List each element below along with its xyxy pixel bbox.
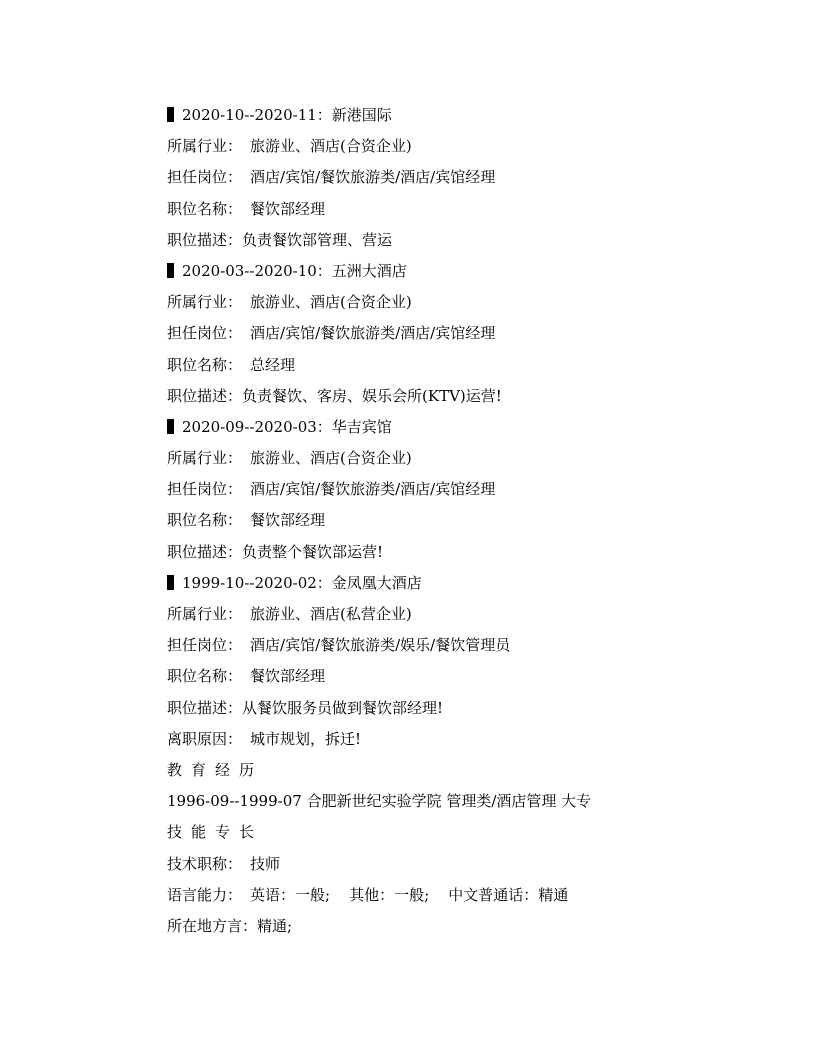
job-position — [167, 318, 767, 349]
field-value: 总经理 — [250, 355, 296, 374]
bullet-marker — [167, 263, 174, 278]
field-value: 城市规划，拆迁! — [250, 729, 362, 748]
field-value: 酒店/宾馆/餐饮旅游类/酒店/宾馆经理 — [250, 168, 496, 187]
field-value: 旅游业、酒店(合资企业) — [250, 449, 412, 468]
job-title — [167, 350, 767, 381]
field-value: 酒店/宾馆/餐饮旅游类/酒店/宾馆经理 — [250, 324, 496, 343]
field-value: 英语：一般; 其他：一般; 中文普通话：精通 — [250, 885, 569, 904]
job-header — [167, 256, 767, 287]
field-label: 职位名称： — [167, 355, 243, 374]
job-description — [167, 225, 767, 256]
job-description — [167, 693, 767, 724]
education-heading: 教育经历 — [167, 760, 264, 779]
field-value: 从餐饮服务员做到餐饮部经理! — [242, 698, 444, 717]
job-position — [167, 474, 767, 505]
job-industry — [167, 131, 767, 162]
field-label: 担任岗位： — [167, 636, 243, 655]
field-value: 餐饮部经理 — [250, 511, 326, 530]
job-position — [167, 162, 767, 193]
field-value: 餐饮部经理 — [250, 199, 326, 218]
job-industry — [167, 443, 767, 474]
field-label: 职位描述： — [167, 542, 243, 561]
field-value: 酒店/宾馆/餐饮旅游类/酒店/宾馆经理 — [250, 480, 496, 499]
skills-language — [167, 880, 767, 911]
job-industry — [167, 287, 767, 318]
job-header-text: 2020-09--2020-03：华吉宾馆 — [182, 417, 392, 436]
job-header-text: 2020-10--2020-11：新港国际 — [182, 106, 392, 124]
field-label: 所属行业： — [167, 605, 243, 623]
bullet-marker — [167, 107, 174, 122]
field-label: 语言能力： — [167, 885, 243, 904]
job-position — [167, 630, 767, 661]
field-label: 担任岗位： — [167, 480, 243, 499]
field-label: 离职原因： — [167, 729, 243, 748]
field-value: 负责整个餐饮部运营! — [242, 542, 384, 561]
field-value: 旅游业、酒店(合资企业) — [250, 293, 412, 312]
bullet-marker — [167, 575, 174, 590]
job-description — [167, 537, 767, 568]
bullet-marker — [167, 419, 174, 434]
resume-page — [167, 100, 767, 942]
job-description — [167, 381, 767, 412]
education-entry: 1996-09--1999-07 合肥新世纪实验学院 管理类/酒店管理 大专 — [167, 792, 592, 811]
job-title — [167, 505, 767, 536]
field-label: 技术职称： — [167, 854, 243, 873]
job-title — [167, 194, 767, 225]
skills-heading: 技能专长 — [167, 823, 264, 842]
field-label: 担任岗位： — [167, 168, 243, 187]
job-header-text: 1999-10--2020-02：金凤凰大酒店 — [182, 573, 422, 592]
field-value: 负责餐饮部管理、营运 — [242, 230, 393, 249]
field-value: 酒店/宾馆/餐饮旅游类/娱乐/餐饮管理员 — [250, 636, 511, 655]
field-label: 所属行业： — [167, 293, 243, 312]
job-leave-reason — [167, 724, 767, 755]
job-header — [167, 100, 767, 131]
skills-dialect: 所在地方言：精通; — [167, 916, 293, 935]
job-header — [167, 412, 767, 443]
field-label: 职位描述： — [167, 230, 243, 249]
field-label: 职位名称： — [167, 667, 243, 686]
field-value: 餐饮部经理 — [250, 667, 326, 686]
field-value: 旅游业、酒店(私营企业) — [250, 605, 412, 623]
field-label: 职位描述： — [167, 386, 243, 405]
field-label: 职位名称： — [167, 199, 243, 218]
skills-tech-title — [167, 849, 767, 880]
job-header-text: 2020-03--2020-10：五洲大酒店 — [182, 261, 407, 280]
job-industry — [167, 599, 767, 630]
field-label: 担任岗位： — [167, 324, 243, 343]
field-value: 技师 — [250, 854, 281, 873]
job-title — [167, 661, 767, 692]
field-label: 职位名称： — [167, 511, 243, 530]
field-label: 职位描述： — [167, 698, 243, 717]
field-label: 所属行业： — [167, 449, 243, 468]
field-label: 所属行业： — [167, 137, 243, 156]
field-value: 负责餐饮、客房、娱乐会所(KTV)运营! — [242, 386, 502, 405]
job-header — [167, 568, 767, 599]
field-value: 旅游业、酒店(合资企业) — [250, 137, 412, 156]
